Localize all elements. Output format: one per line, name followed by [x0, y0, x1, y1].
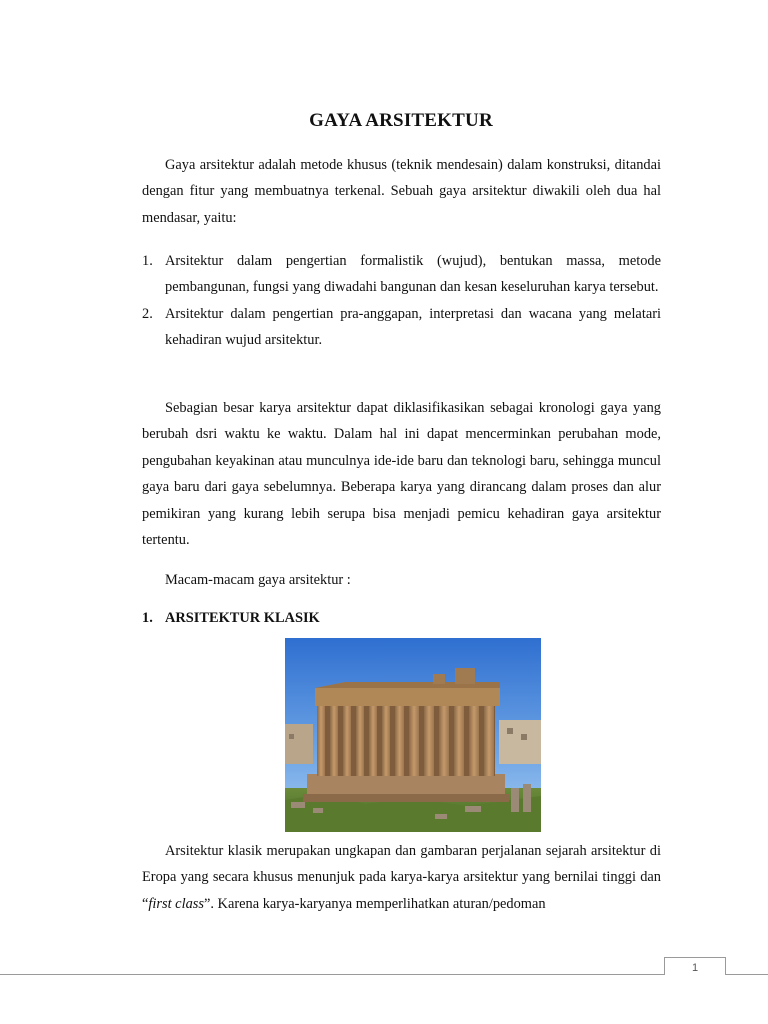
- page-number: 1: [664, 957, 726, 975]
- classic-text-emphasis: first class: [148, 895, 204, 912]
- section-heading-number: 1.: [142, 610, 153, 626]
- list-item: [142, 248, 661, 301]
- classic-architecture-paragraph: [142, 838, 661, 917]
- section-heading: [142, 610, 320, 627]
- document-title: GAYA ARSITEKTUR: [309, 110, 493, 131]
- classic-text-after: ”. Karena karya-karyanya memperlihatkan aturan/pedoman: [203, 895, 546, 912]
- section-heading-label: ARSITEKTUR KLASIK: [165, 610, 320, 626]
- list-item-number: 2.: [142, 305, 153, 322]
- paragraph-chronology: Sebagian besar karya arsitektur dapat diklasifikasikan sebagai kronologi gaya yang berubah dsri waktu ke waktu. Dalam hal ini dapat mencerminkan perubahan mode, pengubahan keyakinan atau munculnya ide-ide baru dan teknologi baru, sehingga muncul gaya baru dari gaya sebelumnya. Beberapa karya yang dirancang dalam proses dan alur pemikiran yang kurang lebih serupa bisa menjadi pemicu kehadiran gaya arsitektur tertentu.: [142, 400, 661, 549]
- intro-paragraph: Gaya arsitektur adalah metode khusus (teknik mendesain) dalam konstruksi, ditandai dengan fitur yang membuatnya terkenal. Sebuah gaya arsitektur diwakili oleh dua hal mendasar, yaitu:: [142, 157, 661, 226]
- list-item-text: Arsitektur dalam pengertian pra-anggapan, interpretasi dan wacana yang melatari kehadiran wujud arsitektur.: [165, 305, 661, 349]
- classic-text-before: Arsitektur klasik merupakan ungkapan dan gambaran perjalanan sejarah arsitektur di Eropa yang secara khusus menunjuk pada karya-karya arsitektur yang bernilai tinggi dan “: [142, 843, 661, 912]
- temple-photo: [285, 638, 541, 832]
- footer-divider: [0, 974, 768, 975]
- list-item-text: Arsitektur dalam pengertian formalistik (wujud), bentukan massa, metode pembangunan, fungsi yang diwadahi bangunan dan kesan keseluruhan karya tersebut.: [165, 253, 661, 296]
- paragraph-styles-intro: Macam-macam gaya arsitektur :: [165, 572, 351, 588]
- list-item: [142, 301, 661, 354]
- list-item-number: 1.: [142, 253, 153, 269]
- feature-list: [142, 248, 661, 354]
